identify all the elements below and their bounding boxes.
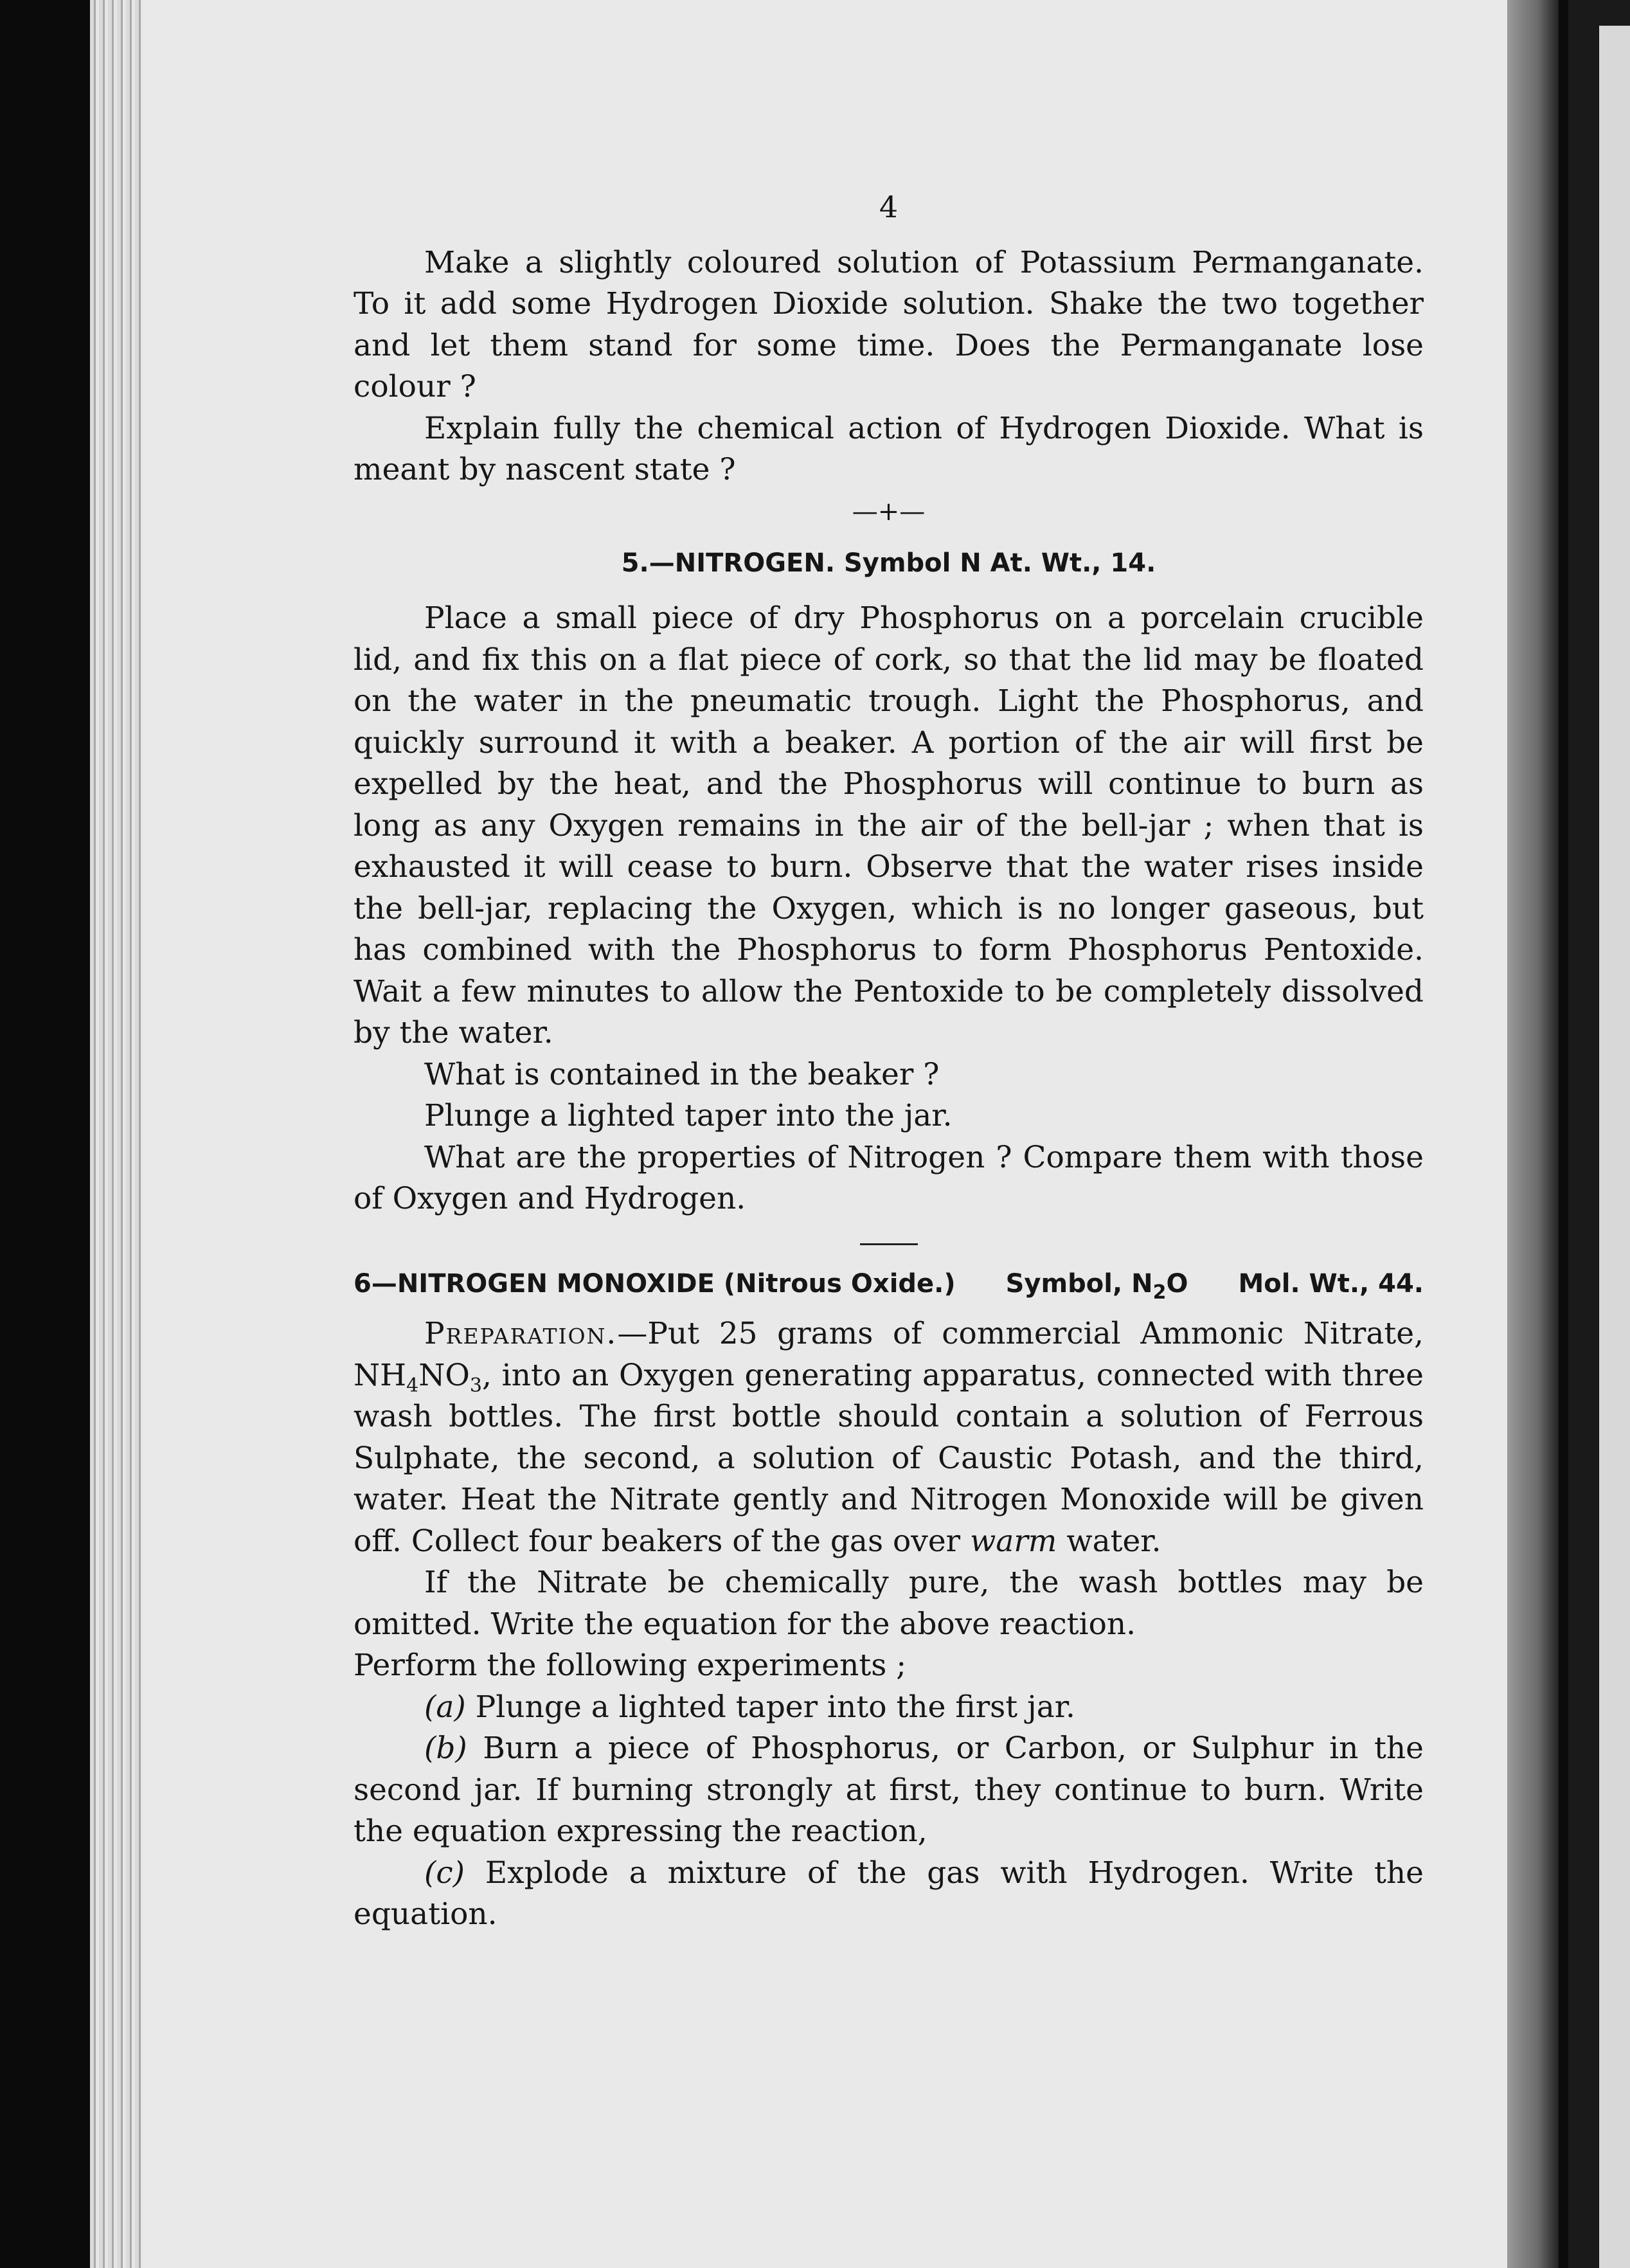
intro-paragraph-2: Explain fully the chemical action of Hydrogen Dioxide. What is meant by nascent state ? [354,410,1424,487]
experiment-c [354,1853,1424,1936]
experiment-a [354,1687,1424,1729]
page-shadow [1507,0,1559,2268]
section-6-paragraph-2: If the Nitrate be chemically pure, the wash bottles may be omitted. Write the equation for the above reaction. [354,1565,1424,1642]
formula [354,1357,482,1397]
formula-part-c: NO [418,1357,470,1393]
preparation-text-1: —Put 25 grams of commercial Ammonic Nitrate, [617,1316,1424,1351]
experiment-b-label: (b) [424,1731,467,1766]
section-5-heading: 5.—NITROGEN. Symbol N At. Wt., 14. [621,548,1156,578]
section-6-symbol [1006,1263,1188,1305]
experiment-c-label: (c) [424,1855,465,1891]
preparation-italic: warm [970,1523,1057,1559]
symbol-subscript: 2 [1152,1281,1167,1304]
experiment-b-text: Burn a piece of Phosphorus, or Carbon, or Sulphur in the second jar. If burning strongly at first, they continue to burn. Write the equation expressing the reaction, [354,1731,1424,1849]
preparation-paragraph [354,1313,1424,1562]
next-page-edge [1599,26,1630,2268]
section-6-paragraph-3: Perform the following experiments ; [354,1648,907,1683]
section-6-heading [354,1263,1424,1305]
page-number: 4 [879,190,899,224]
section-6-title: 6—NITROGEN MONOXIDE (Nitrous Oxide.) [354,1268,956,1299]
experiment-a-text: Plunge a lighted taper into the first jar. [475,1689,1075,1725]
formula-part-a: NH [354,1357,407,1393]
experiment-c-text: Explode a mixture of the gas with Hydrogen. Write the equation. [354,1855,1424,1932]
page-content [354,186,1424,1936]
formula-sub-b: 4 [406,1374,419,1397]
section-5-paragraph-1: Place a small piece of dry Phosphorus on a porcelain crucible lid, and fix this on a flat piece of cork, so that the lid may be floated on the water in the pneumatic trough. Light the Phosphorus, and quickly surround it with a beaker. A portion of the air will first be expelled by the heat, and the Phosphorus will continue to burn as long as any Oxygen remains in the air of the bell-jar ; when that is exhausted it will cease to burn. Observe that the water rises inside the bell-jar, replacing the Oxygen, which is no longer gaseous, but has combined with the Phosphorus to form Phosphorus Pentoxide. Wait a few minutes to allow the Pentoxide to be completely dissolved by the water. [354,600,1424,1050]
experiment-b [354,1728,1424,1853]
symbol-end: O [1166,1268,1188,1299]
section-divider [860,1243,918,1245]
experiment-a-label: (a) [424,1689,466,1725]
section-5-paragraph-4: What are the properties of Nitrogen ? Compare them with those of Oxygen and Hydrogen. [354,1139,1424,1216]
formula-sub-d: 3 [469,1374,482,1397]
preparation-text-3: water. [1066,1523,1161,1559]
preparation-text-2: , into an Oxygen generating apparatus, connected with three wash bottles. The first bottle should contain a solution of Ferrous Sulphate, the second, a solution of Caustic Potash, and the third, water. Heat the Nitrate gently and Nitrogen Monoxide will be given off. Collect four beakers of the gas over [354,1357,1424,1559]
section-6-mol-wt: Mol. Wt., 44. [1238,1268,1424,1299]
section-5-paragraph-2: What is contained in the beaker ? [424,1056,940,1092]
ornament-divider: —+— [852,496,926,526]
intro-paragraph-1: Make a slightly coloured solution of Potassium Permanganate. To it add some Hydrogen Dioxide solution. Shake the two together and let them stand for some time. Does the Permanganate lose colour ? [354,244,1424,404]
symbol-label: Symbol, N [1005,1268,1153,1299]
section-5-paragraph-3: Plunge a lighted taper into the jar. [424,1098,953,1133]
preparation-label: Preparation. [424,1316,618,1351]
